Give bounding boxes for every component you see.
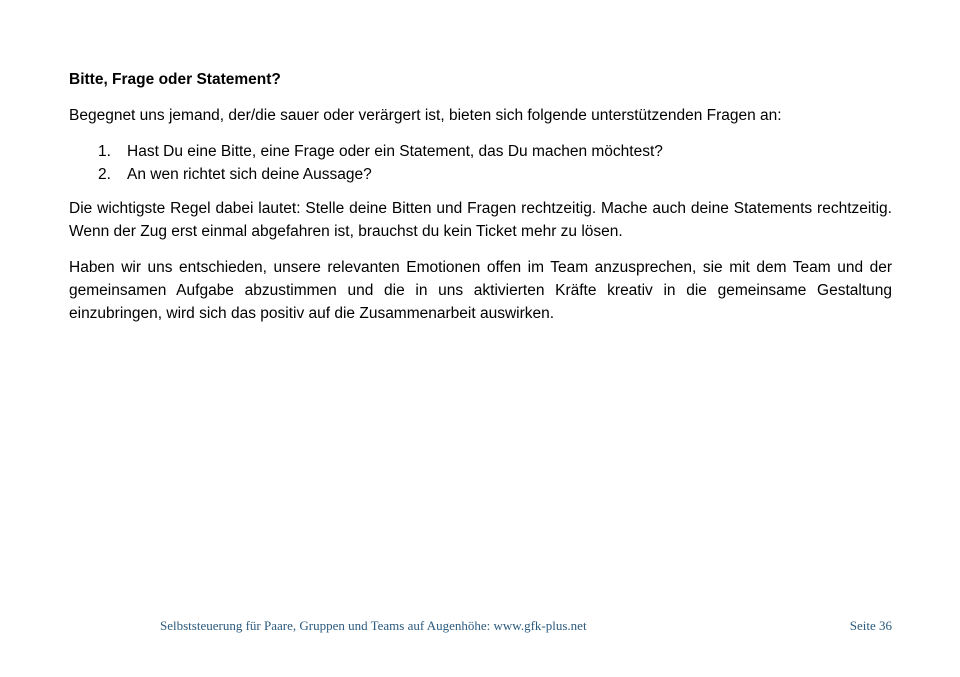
list-item-number: 1. xyxy=(98,143,111,160)
list-item xyxy=(69,163,892,186)
document-body xyxy=(69,68,892,338)
footer-title: Selbststeuerung für Paare, Gruppen und Teams auf Augenhöhe: www.gfk-plus.net xyxy=(160,618,587,633)
question-list xyxy=(69,140,892,186)
section-heading: Bitte, Frage oder Statement? xyxy=(69,71,281,88)
list-item-number: 2. xyxy=(98,166,111,183)
page-footer xyxy=(160,616,892,636)
list-item-text: An wen richtet sich deine Aussage? xyxy=(127,166,372,183)
page-number: Seite 36 xyxy=(849,618,892,633)
list-item xyxy=(69,140,892,163)
rule-paragraph: Die wichtigste Regel dabei lautet: Stelle deine Bitten und Fragen rechtzeitig. Mache auch deine Statements rechtzeitig. Wenn der Zug erst einmal abgefahren ist, brauchst du kein Ticket mehr zu lösen. xyxy=(69,200,892,240)
intro-paragraph: Begegnet uns jemand, der/die sauer oder verärgert ist, bieten sich folgende unterstützenden Fragen an: xyxy=(69,107,782,124)
list-item-text: Hast Du eine Bitte, eine Frage oder ein Statement, das Du machen möchtest? xyxy=(127,143,663,160)
conclusion-paragraph: Haben wir uns entschieden, unsere relevanten Emotionen offen im Team anzusprechen, sie mit dem Team und der gemeinsamen Aufgabe abzustimmen und die in uns aktivierten Kräfte kreativ in die gemeinsame Gestaltung einzubringen, wird sich das positiv auf die Zusammenarbeit auswirken. xyxy=(69,259,892,322)
